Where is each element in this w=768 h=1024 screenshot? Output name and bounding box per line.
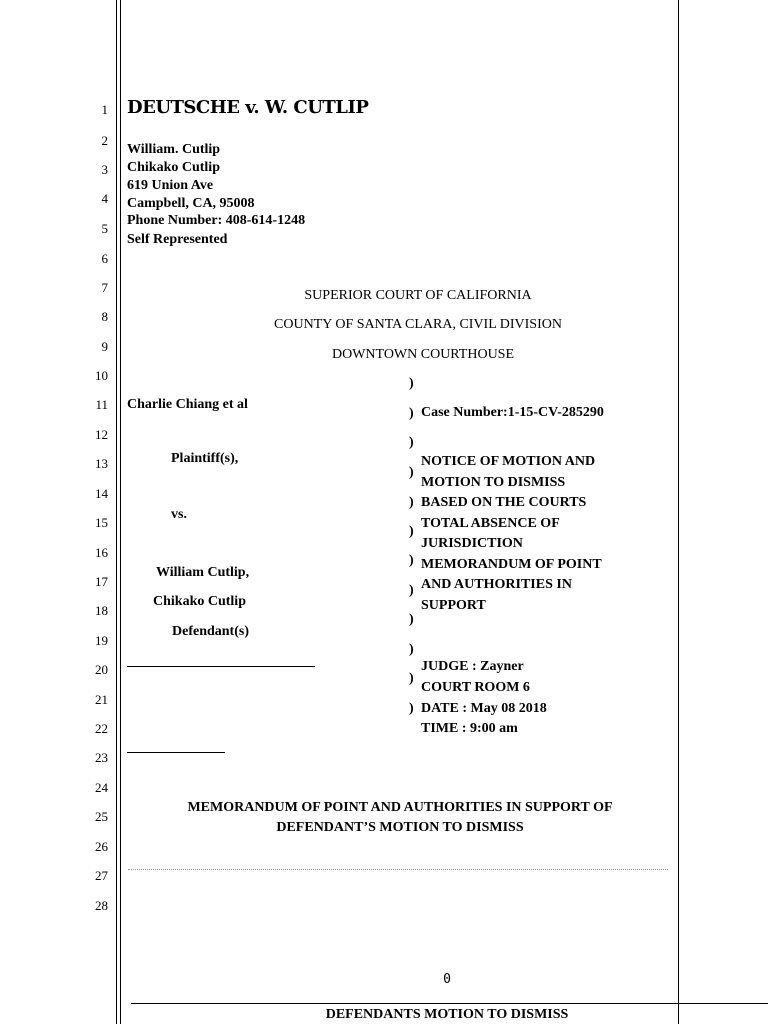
line-number: 26 [95, 839, 108, 854]
defendant-role: Defendant(s) [172, 624, 249, 639]
line-number: 11 [95, 397, 108, 412]
line-number: 9 [101, 339, 108, 354]
line-number: 3 [101, 162, 108, 177]
caption-paren: ) [409, 465, 414, 480]
motion-title-line: JURISDICTION [421, 536, 523, 551]
line-number: 21 [95, 692, 108, 707]
caption-paren: ) [409, 642, 414, 657]
party-line: Campbell, CA, 95008 [127, 196, 255, 211]
line-number: 1 [101, 102, 108, 117]
party-line: Chikako Cutlip [127, 160, 220, 175]
hearing-time: TIME : 9:00 am [421, 721, 518, 736]
judge: JUDGE : Zayner [421, 659, 524, 674]
motion-title-line: NOTICE OF MOTION AND [421, 454, 596, 469]
document-title: DEUTSCHE v. W. CUTLIP [127, 97, 369, 118]
party-line: Phone Number: 408-614-1248 [127, 213, 306, 228]
motion-title-line: BASED ON THE COURTS [421, 495, 587, 510]
hearing-date: DATE : May 08 2018 [421, 700, 547, 716]
caption-paren: ) [409, 495, 414, 510]
line-number: 17 [95, 574, 108, 589]
caption-paren: ) [409, 524, 414, 539]
line-number: 5 [101, 221, 108, 236]
defendant-name: Chikako Cutlip [153, 594, 246, 609]
caption-paren: ) [409, 376, 414, 391]
motion-title-line: MEMORANDUM OF POINT [421, 556, 602, 572]
court-county: COUNTY OF SANTA CLARA, CIVIL DIVISION [274, 317, 562, 332]
line-number: 2 [101, 133, 108, 148]
caption-paren: ) [409, 671, 414, 686]
line-number: 14 [95, 486, 108, 501]
court-name: SUPERIOR COURT OF CALIFORNIA [304, 288, 532, 303]
memorandum-heading: DEFENDANT’S MOTION TO DISMISS [276, 820, 524, 835]
line-number: 25 [95, 809, 108, 824]
footer-caption: DEFENDANTS MOTION TO DISMISS [325, 1007, 569, 1022]
line-number: 22 [95, 721, 108, 736]
versus: vs. [171, 507, 187, 522]
line-number: 20 [95, 662, 108, 677]
caption-underline [127, 666, 315, 667]
defendant-name: William Cutlip, [156, 565, 250, 580]
line-number: 27 [95, 868, 108, 883]
caption-paren: ) [409, 612, 414, 627]
memorandum-heading: MEMORANDUM OF POINT AND AUTHORITIES IN SUPPORT OF [187, 800, 613, 815]
caption-paren: ) [409, 435, 414, 450]
line-number: 13 [95, 456, 108, 471]
left-margin-rule-inner [120, 0, 121, 1024]
line-number: 10 [95, 368, 108, 383]
party-line: William. Cutlip [127, 142, 221, 157]
court-room: COURT ROOM 6 [421, 680, 530, 695]
line-number: 12 [95, 427, 108, 442]
motion-title-line: TOTAL ABSENCE OF [421, 515, 560, 531]
line-number: 8 [101, 309, 108, 324]
line-number: 6 [101, 251, 108, 266]
line-number: 28 [95, 898, 108, 913]
page-number: 0 [443, 972, 451, 987]
line-number: 15 [95, 515, 108, 530]
case-number: Case Number:1-15-CV-285290 [421, 405, 604, 420]
plaintiff-role: Plaintiff(s), [171, 451, 239, 466]
line-number: 24 [95, 780, 108, 795]
caption-paren: ) [409, 701, 414, 716]
left-margin-rule-outer [116, 0, 117, 1024]
motion-title-line: MOTION TO DISMISS [421, 474, 566, 490]
footer-rule [131, 1003, 768, 1004]
line-number: 4 [101, 191, 108, 206]
short-underline [127, 752, 225, 753]
line-number: 18 [95, 603, 108, 618]
caption-paren: ) [409, 553, 414, 568]
court-location: DOWNTOWN COURTHOUSE [331, 347, 515, 362]
motion-title-line: AND AUTHORITIES IN [421, 577, 572, 592]
caption-paren: ) [409, 406, 414, 421]
dotted-separator [128, 869, 668, 870]
line-number: 7 [101, 280, 108, 295]
party-line: Self Represented [127, 232, 228, 247]
right-margin-rule [678, 0, 679, 1024]
caption-paren: ) [409, 583, 414, 598]
line-number: 19 [95, 633, 108, 648]
plaintiff-name: Charlie Chiang et al [127, 397, 248, 412]
motion-title-line: SUPPORT [421, 597, 486, 613]
party-line: 619 Union Ave [127, 178, 214, 193]
line-number: 16 [95, 545, 108, 560]
line-number: 23 [95, 750, 108, 765]
